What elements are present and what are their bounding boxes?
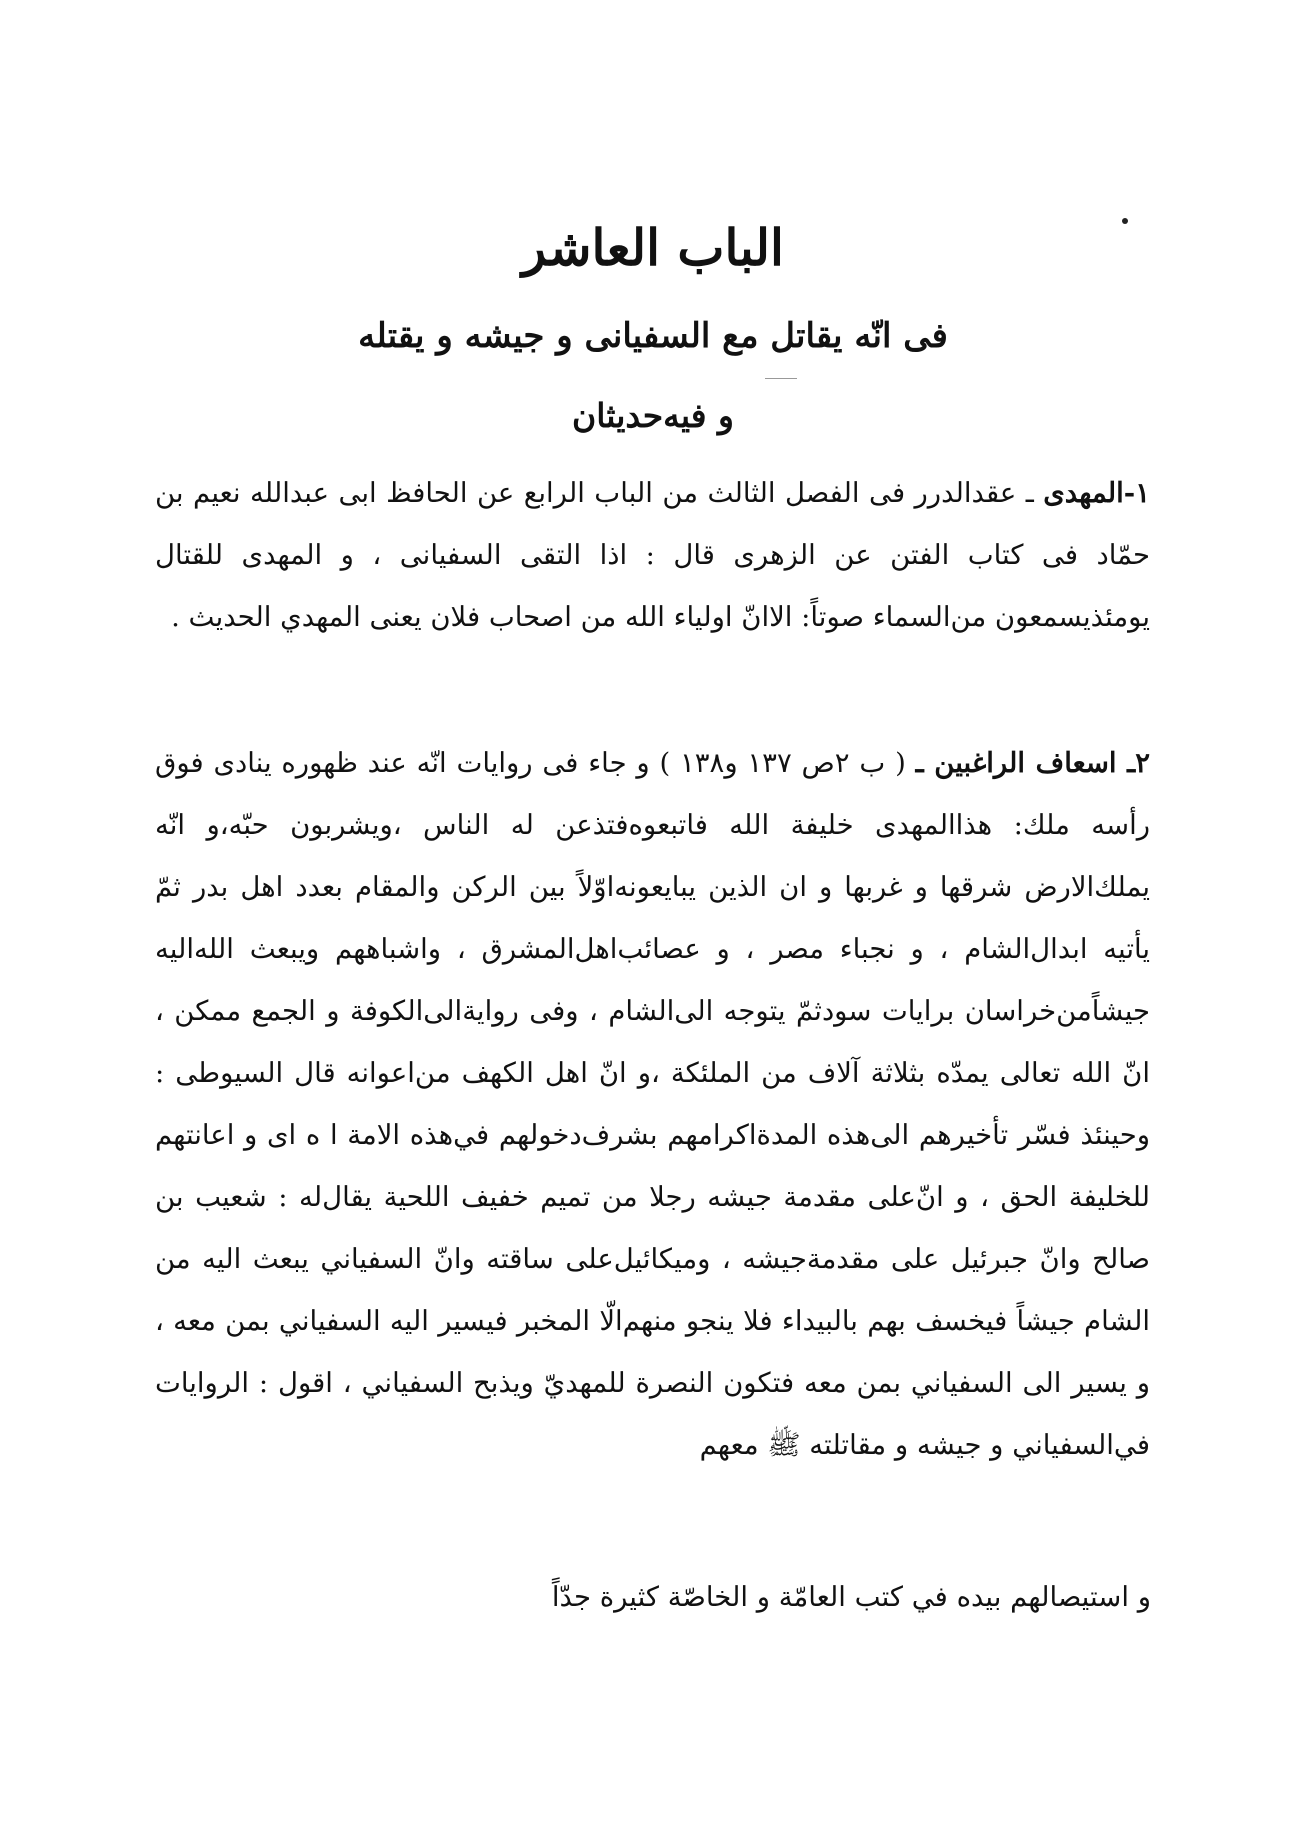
hadith-2-final-line: و استيصالهم بيده في كتب العامّة و الخاصّة كثيرة جدّاً <box>551 1581 1151 1613</box>
chapter-hadith-count: و فيه‌حديثان <box>571 396 734 435</box>
hadith-1-lead: ١-المهدى <box>1043 477 1150 509</box>
chapter-title: الباب العاشر <box>522 218 784 277</box>
hadith-2-paragraph <box>155 732 1150 1476</box>
chapter-subtitle: فى انّه يقاتل مع السفيانى و جيشه و يقتله <box>358 316 948 356</box>
hadith-2-text: ( ب ٢ص ١٣٧ و١٣٨ ) و جاء فى روايات انّه عند ظهوره ينادى فوق رأسه ملك: هذاالمهدى خليفة الله فاتبعوه‌فتذعن له الناس ،ويشربون حبّه،و انّه يملك‌الارض شرقها و غربها و ان الذين يبايعونه‌اوّلاً بين الركن والمقام بعدد اهل بدر ثمّ يأتيه ابدال‌الشام ، و نجباء مصر ، و عصائب‌اهل‌المشرق ، واشباههم ويبعث الله‌اليه جيشاًمن‌خراسان برايات سودثمّ يتوجه الى‌الشام ، وفى روايةالى‌الكوفة و الجمع ممكن ، انّ الله تعالى يمدّه بثلاثة آلاف من الملئكة ،و انّ اهل الكهف من‌اعوانه قال السيوطى : وحينئذ فسّر تأخيرهم الى‌هذه المدةاكرامهم بشرف‌دخولهم في‌هذه الامة ا ه اى و اعانتهم للخليفة الحق ، و انّ‌على مقدمة جيشه رجلا من تميم خفيف اللحية يقال‌له : شعيب بن صالح وانّ جبرئيل على مقدمةجيشه ، وميكائيل‌على ساقته وانّ السفياني يبعث اليه من الشام جيشاً فيخسف بهم بالبيداء فلا ينجو منهم‌الّا المخبر فيسير اليه السفياني بمن معه ، و يسير الى السفياني بمن معه فتكون النصرة للمهديّ ويذبح السفياني ، اقول : الروايات في‌السفياني و جيشه و مقاتلته ﷺ معهم <box>155 747 1150 1461</box>
hadith-1-text: ـ عقدالدرر فى الفصل الثالث من الباب الرابع عن الحافظ ابى عبدالله نعيم بن حمّاد فى كتاب الفتن عن الزهرى قال : اذا التقى السفيانى ، و المهدى للقتال يومئذيسمعون من‌السماء صوتاً: الاانّ اولياء الله من اصحاب فلان يعنى المهدي الحديث . <box>155 477 1150 633</box>
faint-dash <box>765 378 797 379</box>
hadith-1-paragraph <box>155 462 1150 648</box>
hadith-2-lead: ٢ـ اسعاف الراغبين ـ <box>915 747 1150 779</box>
